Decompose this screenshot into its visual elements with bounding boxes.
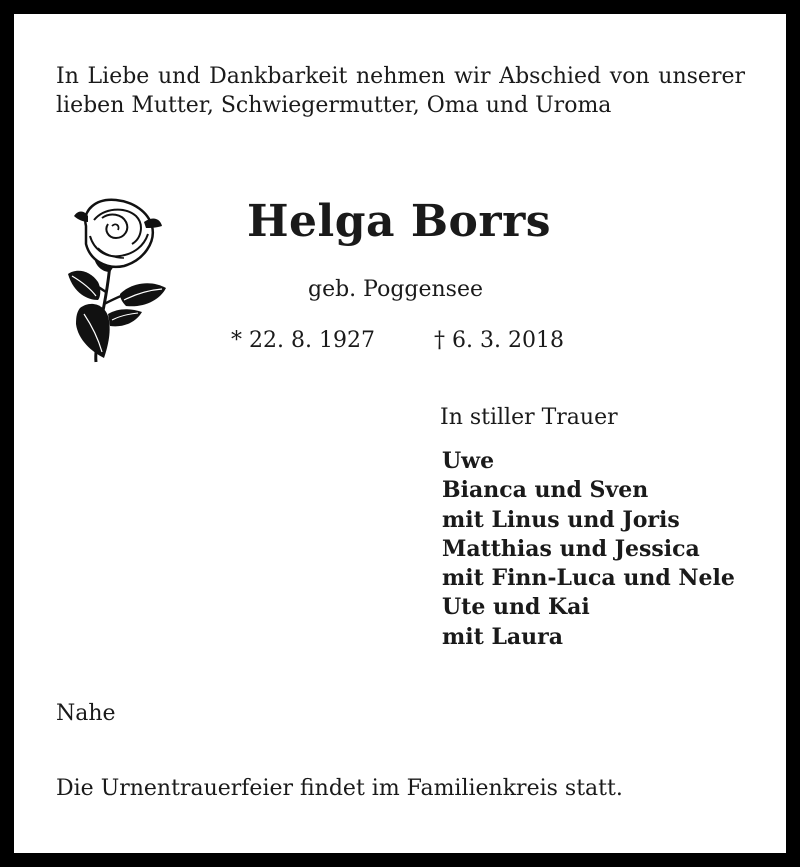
family-member: mit Finn-Luca und Nele <box>442 565 735 592</box>
rose-icon <box>64 196 174 366</box>
birth-date: * 22. 8. 1927 <box>231 328 375 353</box>
death-date: † 6. 3. 2018 <box>434 328 564 353</box>
intro-text: In Liebe und Dankbarkeit nehmen wir Abschied von unserer lieben Mutter, Schwiegermutter, Oma und Uroma <box>56 64 745 118</box>
obituary-notice <box>14 14 786 853</box>
life-dates <box>231 327 564 355</box>
family-list <box>442 447 735 652</box>
place-name: Nahe <box>56 701 116 726</box>
maiden-name: geb. Poggensee <box>308 277 484 302</box>
family-member: Ute und Kai <box>442 594 590 621</box>
closing-note: Die Urnentrauerfeier findet im Familienkreis statt. <box>56 776 623 801</box>
mourning-line: In stiller Trauer <box>440 405 618 430</box>
family-member: Bianca und Sven <box>442 477 649 504</box>
deceased-name: Helga Borrs <box>246 196 552 247</box>
family-member: mit Linus und Joris <box>442 506 680 533</box>
family-member: Matthias und Jessica <box>442 535 700 562</box>
family-member: mit Laura <box>442 623 564 650</box>
family-member: Uwe <box>442 448 495 474</box>
